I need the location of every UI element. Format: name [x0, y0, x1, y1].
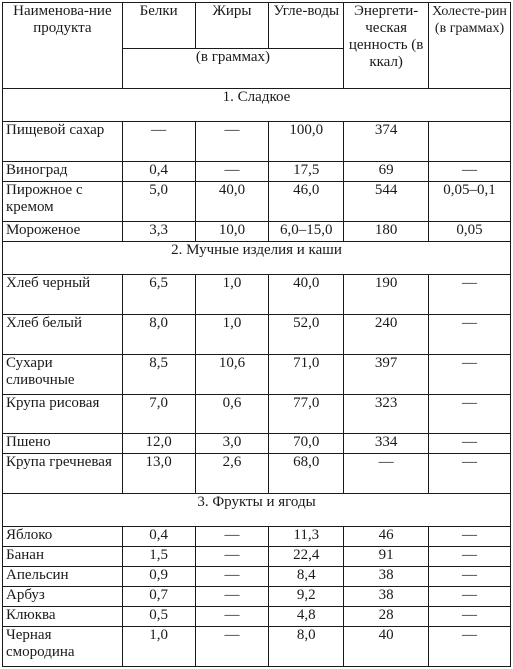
energy-cell: 190: [344, 274, 429, 314]
header-cholesterol: Холесте-рин (в граммах): [429, 3, 511, 89]
section-row: [3, 89, 511, 122]
product-name-cell: Крупа гречневая: [3, 454, 123, 494]
protein-cell: 1,0: [122, 627, 195, 667]
protein-cell: 0,5: [122, 607, 195, 627]
carbs-cell: 77,0: [269, 394, 344, 434]
fat-cell: —: [195, 122, 269, 162]
carbs-cell: 17,5: [269, 162, 344, 182]
cholesterol-cell: —: [429, 434, 511, 454]
energy-cell: 38: [344, 587, 429, 607]
cholesterol-cell: —: [429, 567, 511, 587]
fat-cell: 1,0: [195, 314, 269, 354]
product-name-cell: Виноград: [3, 162, 123, 182]
carbs-cell: 68,0: [269, 454, 344, 494]
fat-cell: —: [195, 627, 269, 667]
product-name-cell: Черная смородина: [3, 627, 123, 667]
cholesterol-cell: —: [429, 454, 511, 494]
cholesterol-cell: —: [429, 587, 511, 607]
energy-cell: 40: [344, 627, 429, 667]
table-row: [3, 122, 511, 162]
protein-cell: 0,9: [122, 567, 195, 587]
product-name-cell: Апельсин: [3, 567, 123, 587]
carbs-cell: 46,0: [269, 181, 344, 221]
protein-cell: 3,3: [122, 221, 195, 241]
table-row: [3, 627, 511, 667]
protein-cell: 12,0: [122, 434, 195, 454]
protein-cell: 6,5: [122, 274, 195, 314]
carbs-cell: 4,8: [269, 607, 344, 627]
table-row: [3, 547, 511, 567]
carbs-cell: 11,3: [269, 527, 344, 547]
cholesterol-cell: —: [429, 547, 511, 567]
fat-cell: 3,0: [195, 434, 269, 454]
energy-cell: 397: [344, 354, 429, 394]
fat-cell: —: [195, 567, 269, 587]
product-name-cell: Арбуз: [3, 587, 123, 607]
fat-cell: —: [195, 587, 269, 607]
cholesterol-cell: —: [429, 627, 511, 667]
energy-cell: 240: [344, 314, 429, 354]
header-grams-note: (в граммах): [122, 49, 343, 89]
cholesterol-cell: —: [429, 314, 511, 354]
protein-cell: 0,7: [122, 587, 195, 607]
product-name-cell: Пищевой сахар: [3, 122, 123, 162]
fat-cell: —: [195, 607, 269, 627]
product-name-cell: Хлеб черный: [3, 274, 123, 314]
cholesterol-cell: —: [429, 607, 511, 627]
table-row: [3, 354, 511, 394]
carbs-cell: 52,0: [269, 314, 344, 354]
energy-cell: 28: [344, 607, 429, 627]
table-row: [3, 434, 511, 454]
section-title: 3. Фрукты и ягоды: [3, 494, 511, 527]
fat-cell: 1,0: [195, 274, 269, 314]
fat-cell: 10,0: [195, 221, 269, 241]
product-name-cell: Пшено: [3, 434, 123, 454]
header-fat: Жиры: [195, 3, 269, 49]
carbs-cell: 40,0: [269, 274, 344, 314]
header-row: [3, 3, 511, 49]
carbs-cell: 100,0: [269, 122, 344, 162]
header-protein: Белки: [122, 3, 195, 49]
product-name-cell: Клюква: [3, 607, 123, 627]
carbs-cell: 6,0–15,0: [269, 221, 344, 241]
cholesterol-cell: —: [429, 394, 511, 434]
table-row: [3, 394, 511, 434]
section-row: [3, 494, 511, 527]
carbs-cell: 8,0: [269, 627, 344, 667]
product-name-cell: Крупа рисовая: [3, 394, 123, 434]
cholesterol-cell: 0,05–0,1: [429, 181, 511, 221]
cholesterol-cell: —: [429, 527, 511, 547]
cholesterol-cell: [429, 122, 511, 162]
fat-cell: —: [195, 162, 269, 182]
table-body: [3, 89, 511, 667]
fat-cell: 40,0: [195, 181, 269, 221]
table-row: [3, 314, 511, 354]
carbs-cell: 71,0: [269, 354, 344, 394]
protein-cell: 1,5: [122, 547, 195, 567]
table-row: [3, 162, 511, 182]
fat-cell: 0,6: [195, 394, 269, 434]
carbs-cell: 9,2: [269, 587, 344, 607]
protein-cell: 5,0: [122, 181, 195, 221]
fat-cell: 10,6: [195, 354, 269, 394]
section-title: 1. Сладкое: [3, 89, 511, 122]
nutrition-table: [2, 2, 511, 667]
carbs-cell: 8,4: [269, 567, 344, 587]
protein-cell: 0,4: [122, 162, 195, 182]
energy-cell: 46: [344, 527, 429, 547]
table-row: [3, 181, 511, 221]
energy-cell: 374: [344, 122, 429, 162]
energy-cell: 334: [344, 434, 429, 454]
table-row: [3, 567, 511, 587]
section-title: 2. Мучные изделия и каши: [3, 241, 511, 274]
protein-cell: 0,4: [122, 527, 195, 547]
energy-cell: 323: [344, 394, 429, 434]
energy-cell: 180: [344, 221, 429, 241]
fat-cell: —: [195, 547, 269, 567]
table-row: [3, 274, 511, 314]
header-name: Наименова-ние продукта: [3, 3, 123, 89]
fat-cell: 2,6: [195, 454, 269, 494]
product-name-cell: Сухари сливочные: [3, 354, 123, 394]
cholesterol-cell: —: [429, 162, 511, 182]
cholesterol-cell: 0,05: [429, 221, 511, 241]
table-row: [3, 454, 511, 494]
table-row: [3, 587, 511, 607]
fat-cell: —: [195, 527, 269, 547]
protein-cell: 7,0: [122, 394, 195, 434]
table-row: [3, 527, 511, 547]
product-name-cell: Банан: [3, 547, 123, 567]
energy-cell: 38: [344, 567, 429, 587]
product-name-cell: Пирожное с кремом: [3, 181, 123, 221]
protein-cell: 13,0: [122, 454, 195, 494]
section-row: [3, 241, 511, 274]
header-carbs: Угле-воды: [269, 3, 344, 49]
cholesterol-cell: —: [429, 354, 511, 394]
header-energy: Энергети-ческая ценность (в ккал): [344, 3, 429, 89]
product-name-cell: Яблоко: [3, 527, 123, 547]
energy-cell: 69: [344, 162, 429, 182]
product-name-cell: Хлеб белый: [3, 314, 123, 354]
product-name-cell: Мороженое: [3, 221, 123, 241]
carbs-cell: 22,4: [269, 547, 344, 567]
table-row: [3, 221, 511, 241]
energy-cell: —: [344, 454, 429, 494]
energy-cell: 544: [344, 181, 429, 221]
carbs-cell: 70,0: [269, 434, 344, 454]
protein-cell: 8,5: [122, 354, 195, 394]
table-row: [3, 607, 511, 627]
energy-cell: 91: [344, 547, 429, 567]
cholesterol-cell: —: [429, 274, 511, 314]
protein-cell: —: [122, 122, 195, 162]
protein-cell: 8,0: [122, 314, 195, 354]
